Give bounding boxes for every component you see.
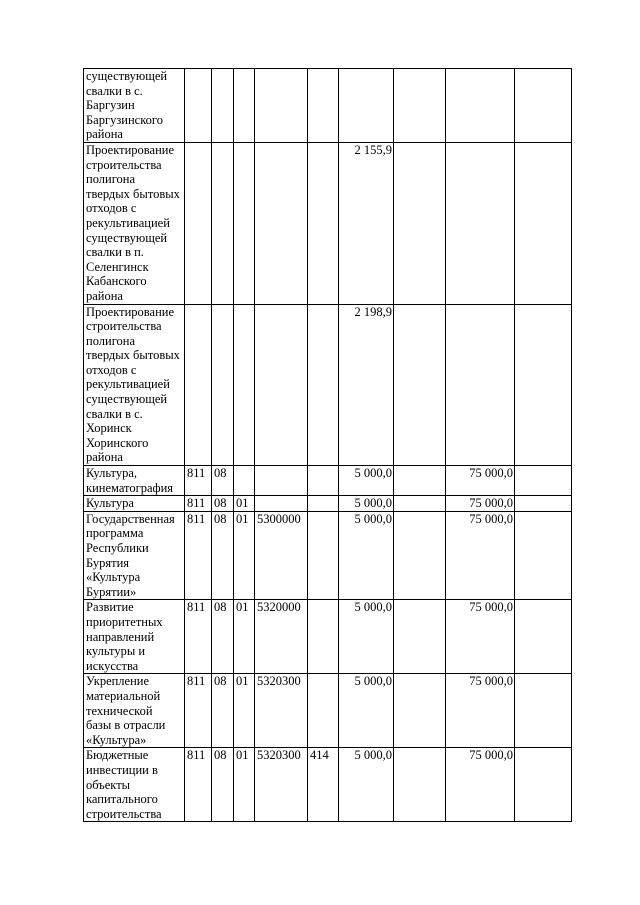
subsection-code-cell <box>234 69 255 143</box>
target-article-cell <box>255 304 308 466</box>
amount-cell-3 <box>446 69 515 143</box>
expense-type-cell <box>308 466 339 496</box>
table-row <box>84 496 572 512</box>
item-name-cell: Проектирование строительства полигона твердых бытовых отходов с рекультивацией существующей свалки в с. Хоринск Хоринского района <box>84 304 185 466</box>
section-code-cell: 08 <box>212 748 234 822</box>
table-row <box>84 748 572 822</box>
expense-type-cell <box>308 304 339 466</box>
expense-type-cell <box>308 674 339 748</box>
item-name-cell: Культура, кинематография <box>84 466 185 496</box>
table-row <box>84 466 572 496</box>
subsection-code-cell <box>234 142 255 304</box>
amount-cell-3 <box>446 142 515 304</box>
amount-cell-2 <box>394 674 446 748</box>
subsection-code-cell <box>234 304 255 466</box>
item-name-cell: Государственная программа Республики Бурятия «Культура Бурятии» <box>84 511 185 600</box>
amount-cell-3: 75 000,0 <box>446 748 515 822</box>
expense-type-cell <box>308 496 339 512</box>
section-code-cell <box>212 69 234 143</box>
section-code-cell: 08 <box>212 466 234 496</box>
target-article-cell <box>255 496 308 512</box>
amount-cell-3: 75 000,0 <box>446 466 515 496</box>
ministry-code-cell <box>185 69 212 143</box>
subsection-code-cell: 01 <box>234 748 255 822</box>
table-row <box>84 69 572 143</box>
amount-cell-3: 75 000,0 <box>446 496 515 512</box>
subsection-code-cell: 01 <box>234 674 255 748</box>
amount-cell-4 <box>515 496 572 512</box>
budget-table <box>83 68 572 822</box>
ministry-code-cell <box>185 142 212 304</box>
ministry-code-cell: 811 <box>185 600 212 674</box>
ministry-code-cell: 811 <box>185 674 212 748</box>
item-name-cell: существующей свалки в с. Баргузин Баргузинского района <box>84 69 185 143</box>
amount-cell-4 <box>515 511 572 600</box>
target-article-cell: 5300000 <box>255 511 308 600</box>
amount-cell-4 <box>515 600 572 674</box>
amount-cell-2 <box>394 496 446 512</box>
ministry-code-cell: 811 <box>185 748 212 822</box>
item-name-cell: Укрепление материальной технической базы в отрасли «Культура» <box>84 674 185 748</box>
section-code-cell: 08 <box>212 600 234 674</box>
amount-cell-1 <box>339 69 394 143</box>
amount-cell-3: 75 000,0 <box>446 674 515 748</box>
ministry-code-cell <box>185 304 212 466</box>
amount-cell-4 <box>515 142 572 304</box>
section-code-cell <box>212 304 234 466</box>
amount-cell-2 <box>394 466 446 496</box>
section-code-cell: 08 <box>212 496 234 512</box>
target-article-cell: 5320300 <box>255 748 308 822</box>
amount-cell-4 <box>515 304 572 466</box>
amount-cell-2 <box>394 142 446 304</box>
table-row <box>84 304 572 466</box>
table-row <box>84 511 572 600</box>
target-article-cell: 5320000 <box>255 600 308 674</box>
amount-cell-1: 5 000,0 <box>339 496 394 512</box>
amount-cell-4 <box>515 466 572 496</box>
table-row <box>84 674 572 748</box>
amount-cell-4 <box>515 674 572 748</box>
amount-cell-1: 5 000,0 <box>339 511 394 600</box>
amount-cell-2 <box>394 600 446 674</box>
item-name-cell: Бюджетные инвестиции в объекты капитального строительства <box>84 748 185 822</box>
subsection-code-cell <box>234 466 255 496</box>
amount-cell-4 <box>515 69 572 143</box>
amount-cell-2 <box>394 304 446 466</box>
amount-cell-1: 2 155,9 <box>339 142 394 304</box>
amount-cell-1: 5 000,0 <box>339 674 394 748</box>
ministry-code-cell: 811 <box>185 466 212 496</box>
expense-type-cell: 414 <box>308 748 339 822</box>
ministry-code-cell: 811 <box>185 511 212 600</box>
section-code-cell <box>212 142 234 304</box>
table-row <box>84 142 572 304</box>
target-article-cell: 5320300 <box>255 674 308 748</box>
amount-cell-2 <box>394 69 446 143</box>
expense-type-cell <box>308 142 339 304</box>
item-name-cell: Развитие приоритетных направлений культуры и искусства <box>84 600 185 674</box>
expense-type-cell <box>308 511 339 600</box>
table-body <box>84 69 572 822</box>
subsection-code-cell: 01 <box>234 511 255 600</box>
subsection-code-cell: 01 <box>234 496 255 512</box>
ministry-code-cell: 811 <box>185 496 212 512</box>
item-name-cell: Проектирование строительства полигона твердых бытовых отходов с рекультивацией существующей свалки в п. Селенгинск Кабанского района <box>84 142 185 304</box>
amount-cell-3: 75 000,0 <box>446 511 515 600</box>
amount-cell-1: 5 000,0 <box>339 600 394 674</box>
subsection-code-cell: 01 <box>234 600 255 674</box>
section-code-cell: 08 <box>212 511 234 600</box>
amount-cell-1: 2 198,9 <box>339 304 394 466</box>
amount-cell-3: 75 000,0 <box>446 600 515 674</box>
amount-cell-1: 5 000,0 <box>339 466 394 496</box>
target-article-cell <box>255 466 308 496</box>
item-name-cell: Культура <box>84 496 185 512</box>
target-article-cell <box>255 142 308 304</box>
table-row <box>84 600 572 674</box>
expense-type-cell <box>308 600 339 674</box>
amount-cell-4 <box>515 748 572 822</box>
amount-cell-3 <box>446 304 515 466</box>
amount-cell-1: 5 000,0 <box>339 748 394 822</box>
amount-cell-2 <box>394 511 446 600</box>
section-code-cell: 08 <box>212 674 234 748</box>
expense-type-cell <box>308 69 339 143</box>
amount-cell-2 <box>394 748 446 822</box>
target-article-cell <box>255 69 308 143</box>
